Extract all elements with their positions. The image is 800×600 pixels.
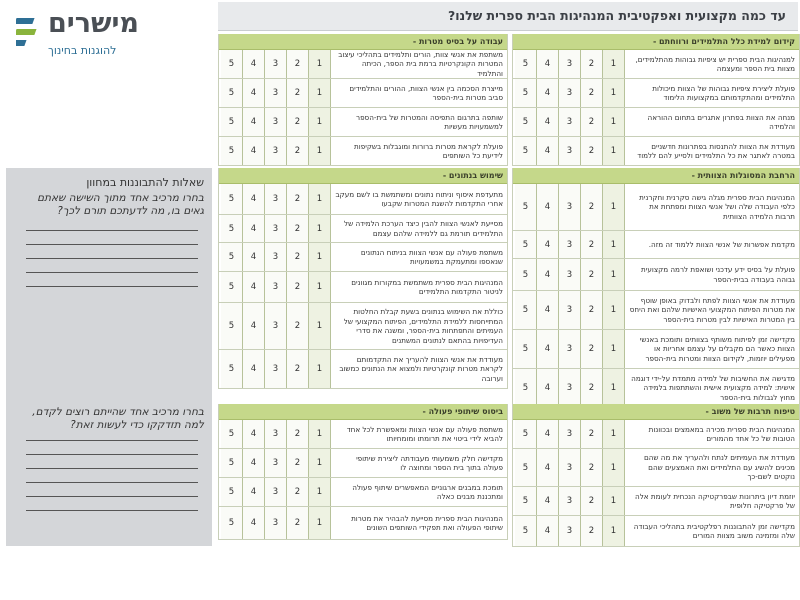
- rating-option-1[interactable]: 1: [309, 184, 331, 214]
- rubric-statement: תומכת במבנים ארגוניים המאפשרים שיתוף פעולה ומתכננת מבנים כאלה: [352, 482, 503, 501]
- rating-option-4[interactable]: 4: [243, 272, 265, 302]
- rating-option-1[interactable]: 1: [603, 487, 625, 515]
- rating-option-2[interactable]: 2: [581, 50, 603, 78]
- rubric-statement: מעודדת את אנשי הצוות לפתח ולבדוק באופן שוטף את מטרות הפיתוח המקצועי האישיות שלהם ואת היחס בין המטרות האישיות לבין מטרות בית-הספר: [629, 295, 795, 324]
- rating-option-2[interactable]: 2: [287, 137, 309, 165]
- rating-option-3[interactable]: 3: [559, 259, 581, 290]
- rating-option-1[interactable]: 1: [603, 231, 625, 258]
- rating-option-1[interactable]: 1: [603, 330, 625, 368]
- answer-line[interactable]: [26, 244, 198, 245]
- rubric-row: [219, 272, 507, 303]
- rating-option-2[interactable]: 2: [287, 50, 309, 78]
- rubric-statement: שותפה בתרגום התפיסה והמטרות של בית-הספר למשמעויות מעשיות: [356, 112, 503, 131]
- rubric-row: [219, 50, 507, 79]
- rubric-statement: מקדמת אפשרות של אנשי הצוות ללמוד זה מזה.: [648, 239, 795, 249]
- rating-option-1[interactable]: 1: [603, 137, 625, 165]
- rating-option-4[interactable]: 4: [537, 137, 559, 165]
- rubric-panel-p6: [218, 404, 508, 540]
- rating-option-3[interactable]: 3: [265, 108, 287, 136]
- rating-option-5[interactable]: 5: [515, 50, 537, 78]
- rating-option-4[interactable]: 4: [537, 184, 559, 230]
- rating-option-1[interactable]: 1: [603, 79, 625, 107]
- reflection-sidebar: [6, 168, 212, 546]
- rating-option-4[interactable]: 4: [537, 330, 559, 368]
- rating-option-3[interactable]: 3: [265, 507, 287, 539]
- rating-option-2[interactable]: 2: [287, 108, 309, 136]
- rating-option-5[interactable]: 5: [515, 137, 537, 165]
- rating-option-3[interactable]: 3: [265, 79, 287, 107]
- rating-option-1[interactable]: 1: [603, 108, 625, 136]
- sidebar-question-1: בחרו מרכיב אחד מתוך השישה שאתם גאים בו, מה לדעתכם תורם לכך?: [37, 192, 204, 217]
- rubric-row: [219, 184, 507, 215]
- rubric-statement: המנהיגות הבית ספרית משתמשת במקורות מגוונים לניטור התקדמות התלמידים: [351, 277, 503, 296]
- rubric-statement: פועלת ליצירת ציפיות גבוהות של הצוות מיכולות התלמידים ומהתקדמותם במקצועות הלימוד: [652, 83, 795, 102]
- panel-header: עבודה על בסיס מטרות -: [219, 34, 507, 50]
- logo-name: מישרים: [48, 8, 139, 39]
- rubric-row: [219, 449, 507, 478]
- rating-option-4[interactable]: 4: [243, 50, 265, 78]
- rating-option-3[interactable]: 3: [559, 449, 581, 486]
- rating-option-2[interactable]: 2: [581, 420, 603, 448]
- rating-option-5[interactable]: 5: [221, 184, 243, 214]
- rating-option-2[interactable]: 2: [581, 108, 603, 136]
- rubric-statement: משתפת פעולה עם אנשי הצוות ומאפשרת לכל אחד להביא לידי ביטוי את תרומתו ומומחיותו: [346, 424, 503, 443]
- rating-option-4[interactable]: 4: [243, 137, 265, 165]
- rubric-row: [513, 516, 799, 547]
- rating-option-5[interactable]: 5: [515, 330, 537, 368]
- rating-option-1[interactable]: 1: [603, 420, 625, 448]
- rubric-row: [513, 50, 799, 79]
- answer-line[interactable]: [26, 468, 198, 469]
- rubric-row: [219, 478, 507, 507]
- rating-option-5[interactable]: 5: [515, 420, 537, 448]
- rating-option-1[interactable]: 1: [309, 478, 331, 506]
- rating-option-5[interactable]: 5: [221, 507, 243, 539]
- rating-option-3[interactable]: 3: [265, 303, 287, 349]
- rubric-statement: פועלת על בסיס ידע עדכני ושואפת לרמה מקצועית גבוהה בעבודה בבית-הספר: [641, 265, 795, 284]
- rating-option-3[interactable]: 3: [265, 184, 287, 214]
- rubric-row: [513, 184, 799, 231]
- rating-option-5[interactable]: 5: [221, 215, 243, 242]
- rating-option-2[interactable]: 2: [287, 184, 309, 214]
- rubric-panel-p2: [218, 34, 508, 166]
- rating-option-1[interactable]: 1: [603, 516, 625, 546]
- rubric-row: [219, 215, 507, 243]
- panel-header: טיפוח תרבות של משוב -: [513, 404, 799, 420]
- rating-option-1[interactable]: 1: [603, 184, 625, 230]
- rubric-statement: מקדישה זמן להתבוננות רפלקטיבית בתהליכי העבודה שלה ומזמינה משוב מצוות המורים: [633, 521, 795, 540]
- rating-option-2[interactable]: 2: [581, 137, 603, 165]
- rating-option-2[interactable]: 2: [581, 369, 603, 407]
- rating-option-5[interactable]: 5: [221, 243, 243, 271]
- rating-option-3[interactable]: 3: [559, 487, 581, 515]
- rubric-row: [219, 137, 507, 166]
- rating-option-1[interactable]: 1: [309, 50, 331, 78]
- rating-option-3[interactable]: 3: [559, 79, 581, 107]
- rating-option-3[interactable]: 3: [265, 137, 287, 165]
- rating-option-5[interactable]: 5: [515, 291, 537, 329]
- rating-option-2[interactable]: 2: [581, 231, 603, 258]
- rating-option-5[interactable]: 5: [221, 108, 243, 136]
- rating-option-3[interactable]: 3: [265, 215, 287, 242]
- rubric-statement: מייצרת הסכמה בין אנשי הצוות, ההורים והתלמידים סביב מטרות בית-הספר: [349, 83, 503, 102]
- rating-option-5[interactable]: 5: [515, 516, 537, 546]
- answer-line[interactable]: [26, 510, 198, 511]
- logo-tagline: להוגנות בחינוך: [48, 44, 117, 57]
- rating-option-3[interactable]: 3: [265, 449, 287, 477]
- rating-option-2[interactable]: 2: [581, 516, 603, 546]
- rating-option-2[interactable]: 2: [287, 350, 309, 388]
- rubric-statement: מעודדת את העמיתים לנתח ולהעריך את מה שהם מכינים להשיג עם התלמידים ואת האמצעים שהם נוקטים לשם-כך: [643, 453, 795, 482]
- rating-option-2[interactable]: 2: [287, 215, 309, 242]
- rating-option-1[interactable]: 1: [603, 369, 625, 407]
- sidebar-heading: שאלות להתבוננות במחוון: [86, 176, 204, 189]
- rating-option-5[interactable]: 5: [221, 478, 243, 506]
- rating-option-3[interactable]: 3: [265, 420, 287, 448]
- panel-header: קידום למידת כלל התלמידים ורווחתם -: [513, 34, 799, 50]
- rubric-row: [513, 137, 799, 166]
- rating-option-2[interactable]: 2: [581, 79, 603, 107]
- rating-option-4[interactable]: 4: [537, 369, 559, 407]
- answer-line[interactable]: [26, 440, 198, 441]
- rating-option-1[interactable]: 1: [309, 507, 331, 539]
- answer-line[interactable]: [26, 230, 198, 231]
- rating-option-4[interactable]: 4: [243, 478, 265, 506]
- panel-header: הרחבת המסוגלות הצוותית -: [513, 168, 799, 184]
- rating-option-2[interactable]: 2: [287, 420, 309, 448]
- rating-option-1[interactable]: 1: [309, 350, 331, 388]
- rating-option-3[interactable]: 3: [559, 50, 581, 78]
- rating-option-4[interactable]: 4: [537, 259, 559, 290]
- rating-option-5[interactable]: 5: [515, 487, 537, 515]
- rating-option-4[interactable]: 4: [537, 291, 559, 329]
- rating-option-5[interactable]: 5: [515, 184, 537, 230]
- rating-option-4[interactable]: 4: [243, 215, 265, 242]
- rating-option-5[interactable]: 5: [515, 231, 537, 258]
- rating-option-2[interactable]: 2: [287, 507, 309, 539]
- rubric-statement: למנהיגות הבית ספרית יש ציפיות גבוהות מהתלמידים, מצוות בית הספר ומעצמה: [635, 54, 795, 73]
- rubric-statement: משתפת פעולה עם אנשי הצוות בניתוח הנתונים שנאספו ומתעמקת במשמעויות: [360, 247, 503, 266]
- rating-option-1[interactable]: 1: [603, 259, 625, 290]
- rating-option-4[interactable]: 4: [537, 231, 559, 258]
- rubric-statement: מדגישה את החשיבות של למידה מתמדת על-ידי דוגמה אישית: למידה מקצועית אישית והשתתפות בלמידה מחוץ לגבולות בית-הספר: [631, 373, 795, 402]
- rubric-statement: מקדישה חלק משמעותי מעבודתה ליצירת שיתופי פעולה בתוך בית הספר ומחוצה לו: [356, 453, 503, 472]
- rating-option-1[interactable]: 1: [309, 108, 331, 136]
- answer-line[interactable]: [26, 482, 198, 483]
- rubric-row: [513, 420, 799, 449]
- rating-option-3[interactable]: 3: [265, 350, 287, 388]
- answer-line[interactable]: [26, 286, 198, 287]
- rubric-row: [219, 350, 507, 389]
- rubric-statement: פועלת לקראת מטרות ברורות ומוגבלות בשקיפות לידיעת כל השותפים: [354, 141, 503, 160]
- rating-option-2[interactable]: 2: [287, 449, 309, 477]
- rating-option-4[interactable]: 4: [537, 79, 559, 107]
- rating-option-2[interactable]: 2: [287, 243, 309, 271]
- rating-option-4[interactable]: 4: [243, 420, 265, 448]
- rubric-statement: המנהיגות הבית ספרית מסייעת להבהיר את מטרות שיתופי הפעולה ואת תפקידי השותפים השונים: [351, 513, 503, 532]
- rubric-panel-p5: [512, 404, 800, 547]
- rating-option-5[interactable]: 5: [515, 79, 537, 107]
- rating-option-5[interactable]: 5: [515, 449, 537, 486]
- answer-line[interactable]: [26, 496, 198, 497]
- rating-option-3[interactable]: 3: [559, 516, 581, 546]
- rubric-row: [513, 449, 799, 487]
- rating-option-5[interactable]: 5: [515, 369, 537, 407]
- rating-option-3[interactable]: 3: [265, 478, 287, 506]
- rating-option-4[interactable]: 4: [243, 184, 265, 214]
- rating-option-1[interactable]: 1: [603, 449, 625, 486]
- rating-option-3[interactable]: 3: [559, 184, 581, 230]
- rating-option-5[interactable]: 5: [221, 137, 243, 165]
- rubric-row: [219, 507, 507, 540]
- title-bar: [218, 2, 798, 31]
- rating-option-4[interactable]: 4: [243, 108, 265, 136]
- rating-option-1[interactable]: 1: [309, 449, 331, 477]
- rating-option-4[interactable]: 4: [537, 108, 559, 136]
- rating-option-3[interactable]: 3: [559, 420, 581, 448]
- rating-option-4[interactable]: 4: [243, 303, 265, 349]
- rubric-statement: מקדישה זמן לפיתוח משותף בצוותים ותומכת באנשי הצוות כאשר הם מקבלים על עצמם אחריות או מפעילים יוזמות, לקידום הצוות ומטרות בית-הספר: [639, 334, 795, 363]
- rating-option-2[interactable]: 2: [287, 478, 309, 506]
- rating-option-3[interactable]: 3: [265, 50, 287, 78]
- rating-option-5[interactable]: 5: [221, 303, 243, 349]
- rating-option-1[interactable]: 1: [309, 272, 331, 302]
- rubric-row: [513, 108, 799, 137]
- rating-option-3[interactable]: 3: [265, 272, 287, 302]
- rating-option-1[interactable]: 1: [309, 79, 331, 107]
- rating-option-1[interactable]: 1: [309, 303, 331, 349]
- answer-lines-2: [26, 440, 198, 524]
- rubric-row: [219, 108, 507, 137]
- rating-option-5[interactable]: 5: [515, 259, 537, 290]
- rubric-row: [219, 243, 507, 272]
- rubric-statement: יוזמת דיון ביתרונות שבפרקטיקה הנכחית לעומת אלה של פרקטיקה חלופית: [635, 491, 795, 510]
- rating-option-4[interactable]: 4: [243, 507, 265, 539]
- rubric-panel-p1: [512, 34, 800, 166]
- panel-header: ביסוס שיתופי פעולה -: [219, 404, 507, 420]
- rubric-panel-p4: [218, 168, 508, 389]
- rubric-statement: מעודדת את הצוות להתנסות בפתרונות חדשניים במטרה לאתגר את כל התלמידים ולסייע להם ללמוד: [637, 141, 795, 160]
- rating-option-5[interactable]: 5: [221, 350, 243, 388]
- rating-option-2[interactable]: 2: [581, 487, 603, 515]
- logo: [8, 6, 208, 62]
- rating-option-3[interactable]: 3: [559, 369, 581, 407]
- rubric-statement: כוללת את השימוש בנתונים בשעת קבלת החלטות המתייחסות ללמידת התלמידים, הפיתוח המקצועי של העמיתים והתפתחות בית-הספר, ומשנה את סדרי העדיפויות בהתאם לנתונים המשתנים: [343, 307, 503, 345]
- rubric-statement: מעודדת את אנשי הצוות להעריך את התקדמותם לקראת מטרות קונקרטיות ולמצוא את הנתונים כמשוב וערובה: [339, 354, 503, 383]
- rating-option-2[interactable]: 2: [581, 259, 603, 290]
- rubric-statement: מנחה את הצוות בפתרון אתגרים בתחום ההוראה והלמידה: [647, 112, 795, 131]
- rating-option-4[interactable]: 4: [537, 420, 559, 448]
- rubric-statement: מסייעת לאנשי הצוות להבין כיצד הערכת הלמידה של התלמידים תורמת גם ללמידה שלהם עצמם: [344, 219, 503, 238]
- rating-option-2[interactable]: 2: [581, 330, 603, 368]
- rubric-row: [219, 79, 507, 108]
- rating-option-2[interactable]: 2: [581, 291, 603, 329]
- rubric-row: [219, 420, 507, 449]
- rating-option-1[interactable]: 1: [309, 243, 331, 271]
- rubric-row: [513, 330, 799, 369]
- rating-option-5[interactable]: 5: [221, 272, 243, 302]
- rating-option-3[interactable]: 3: [559, 231, 581, 258]
- answer-lines-1: [26, 230, 198, 300]
- rubric-row: [513, 369, 799, 408]
- rubric-row: [219, 303, 507, 350]
- rating-option-2[interactable]: 2: [581, 449, 603, 486]
- rubric-statement: מתעדפת איסוף וניתוח נתונים ומשתמשת בו לשם מעקב אחרי התקדמות להשגת המטרות שקבעו: [335, 189, 503, 208]
- rating-option-4[interactable]: 4: [537, 516, 559, 546]
- rating-option-5[interactable]: 5: [221, 79, 243, 107]
- rating-option-1[interactable]: 1: [309, 420, 331, 448]
- rubric-row: [513, 79, 799, 108]
- rating-option-1[interactable]: 1: [603, 291, 625, 329]
- rating-option-3[interactable]: 3: [559, 108, 581, 136]
- rubric-panel-p3: [512, 168, 800, 408]
- logo-mark-icon: [16, 14, 44, 50]
- rubric-row: [513, 259, 799, 291]
- rubric-row: [513, 231, 799, 259]
- answer-line[interactable]: [26, 258, 198, 259]
- rating-option-4[interactable]: 4: [537, 487, 559, 515]
- rating-option-3[interactable]: 3: [265, 243, 287, 271]
- rating-option-4[interactable]: 4: [243, 243, 265, 271]
- rubric-row: [513, 487, 799, 516]
- rating-option-5[interactable]: 5: [221, 50, 243, 78]
- answer-line[interactable]: [26, 454, 198, 455]
- rating-option-1[interactable]: 1: [309, 137, 331, 165]
- rating-option-1[interactable]: 1: [309, 215, 331, 242]
- rating-option-1[interactable]: 1: [603, 50, 625, 78]
- rating-option-2[interactable]: 2: [287, 303, 309, 349]
- rating-option-3[interactable]: 3: [559, 330, 581, 368]
- rating-option-3[interactable]: 3: [559, 137, 581, 165]
- page-title: עד כמה מקצועית ואפקטיבית המנהיגות הבית ספרית שלנו?: [447, 8, 786, 23]
- rating-option-3[interactable]: 3: [559, 291, 581, 329]
- rating-option-5[interactable]: 5: [221, 449, 243, 477]
- rubric-statement: המנהיגות הבית ספרית מגלה גישה סקרנית וחקרנית כלפי העבודה שלה ושל אנשי הצוות ומפתחת את תרבות הלמידה הצוותית: [639, 192, 795, 221]
- rubric-statement: משתפת את אנשי צוות, הורים ותלמידים בתהליכי עיצוב המטרות הקונקרטיות ברמת בית הספר, הכיתה והתלמיד: [338, 49, 503, 78]
- rubric-statement: המנהיגות הבית ספרית מכירה במאמצים ובכוונות הטובות של כל אחד מהמורים: [648, 424, 795, 443]
- rating-option-4[interactable]: 4: [243, 79, 265, 107]
- rating-option-4[interactable]: 4: [537, 449, 559, 486]
- panel-header: שימוש בנתונים -: [219, 168, 507, 184]
- rating-option-4[interactable]: 4: [243, 449, 265, 477]
- rating-option-4[interactable]: 4: [243, 350, 265, 388]
- rating-option-2[interactable]: 2: [581, 184, 603, 230]
- rating-option-2[interactable]: 2: [287, 272, 309, 302]
- rating-option-4[interactable]: 4: [537, 50, 559, 78]
- answer-line[interactable]: [26, 272, 198, 273]
- rating-option-5[interactable]: 5: [515, 108, 537, 136]
- rating-option-2[interactable]: 2: [287, 79, 309, 107]
- rating-option-5[interactable]: 5: [221, 420, 243, 448]
- rubric-row: [513, 291, 799, 330]
- sidebar-question-2: בחרו מרכיב אחד שהייתם רוצים לקדם, למה תזדקקו כדי לעשות זאת?: [32, 406, 204, 431]
